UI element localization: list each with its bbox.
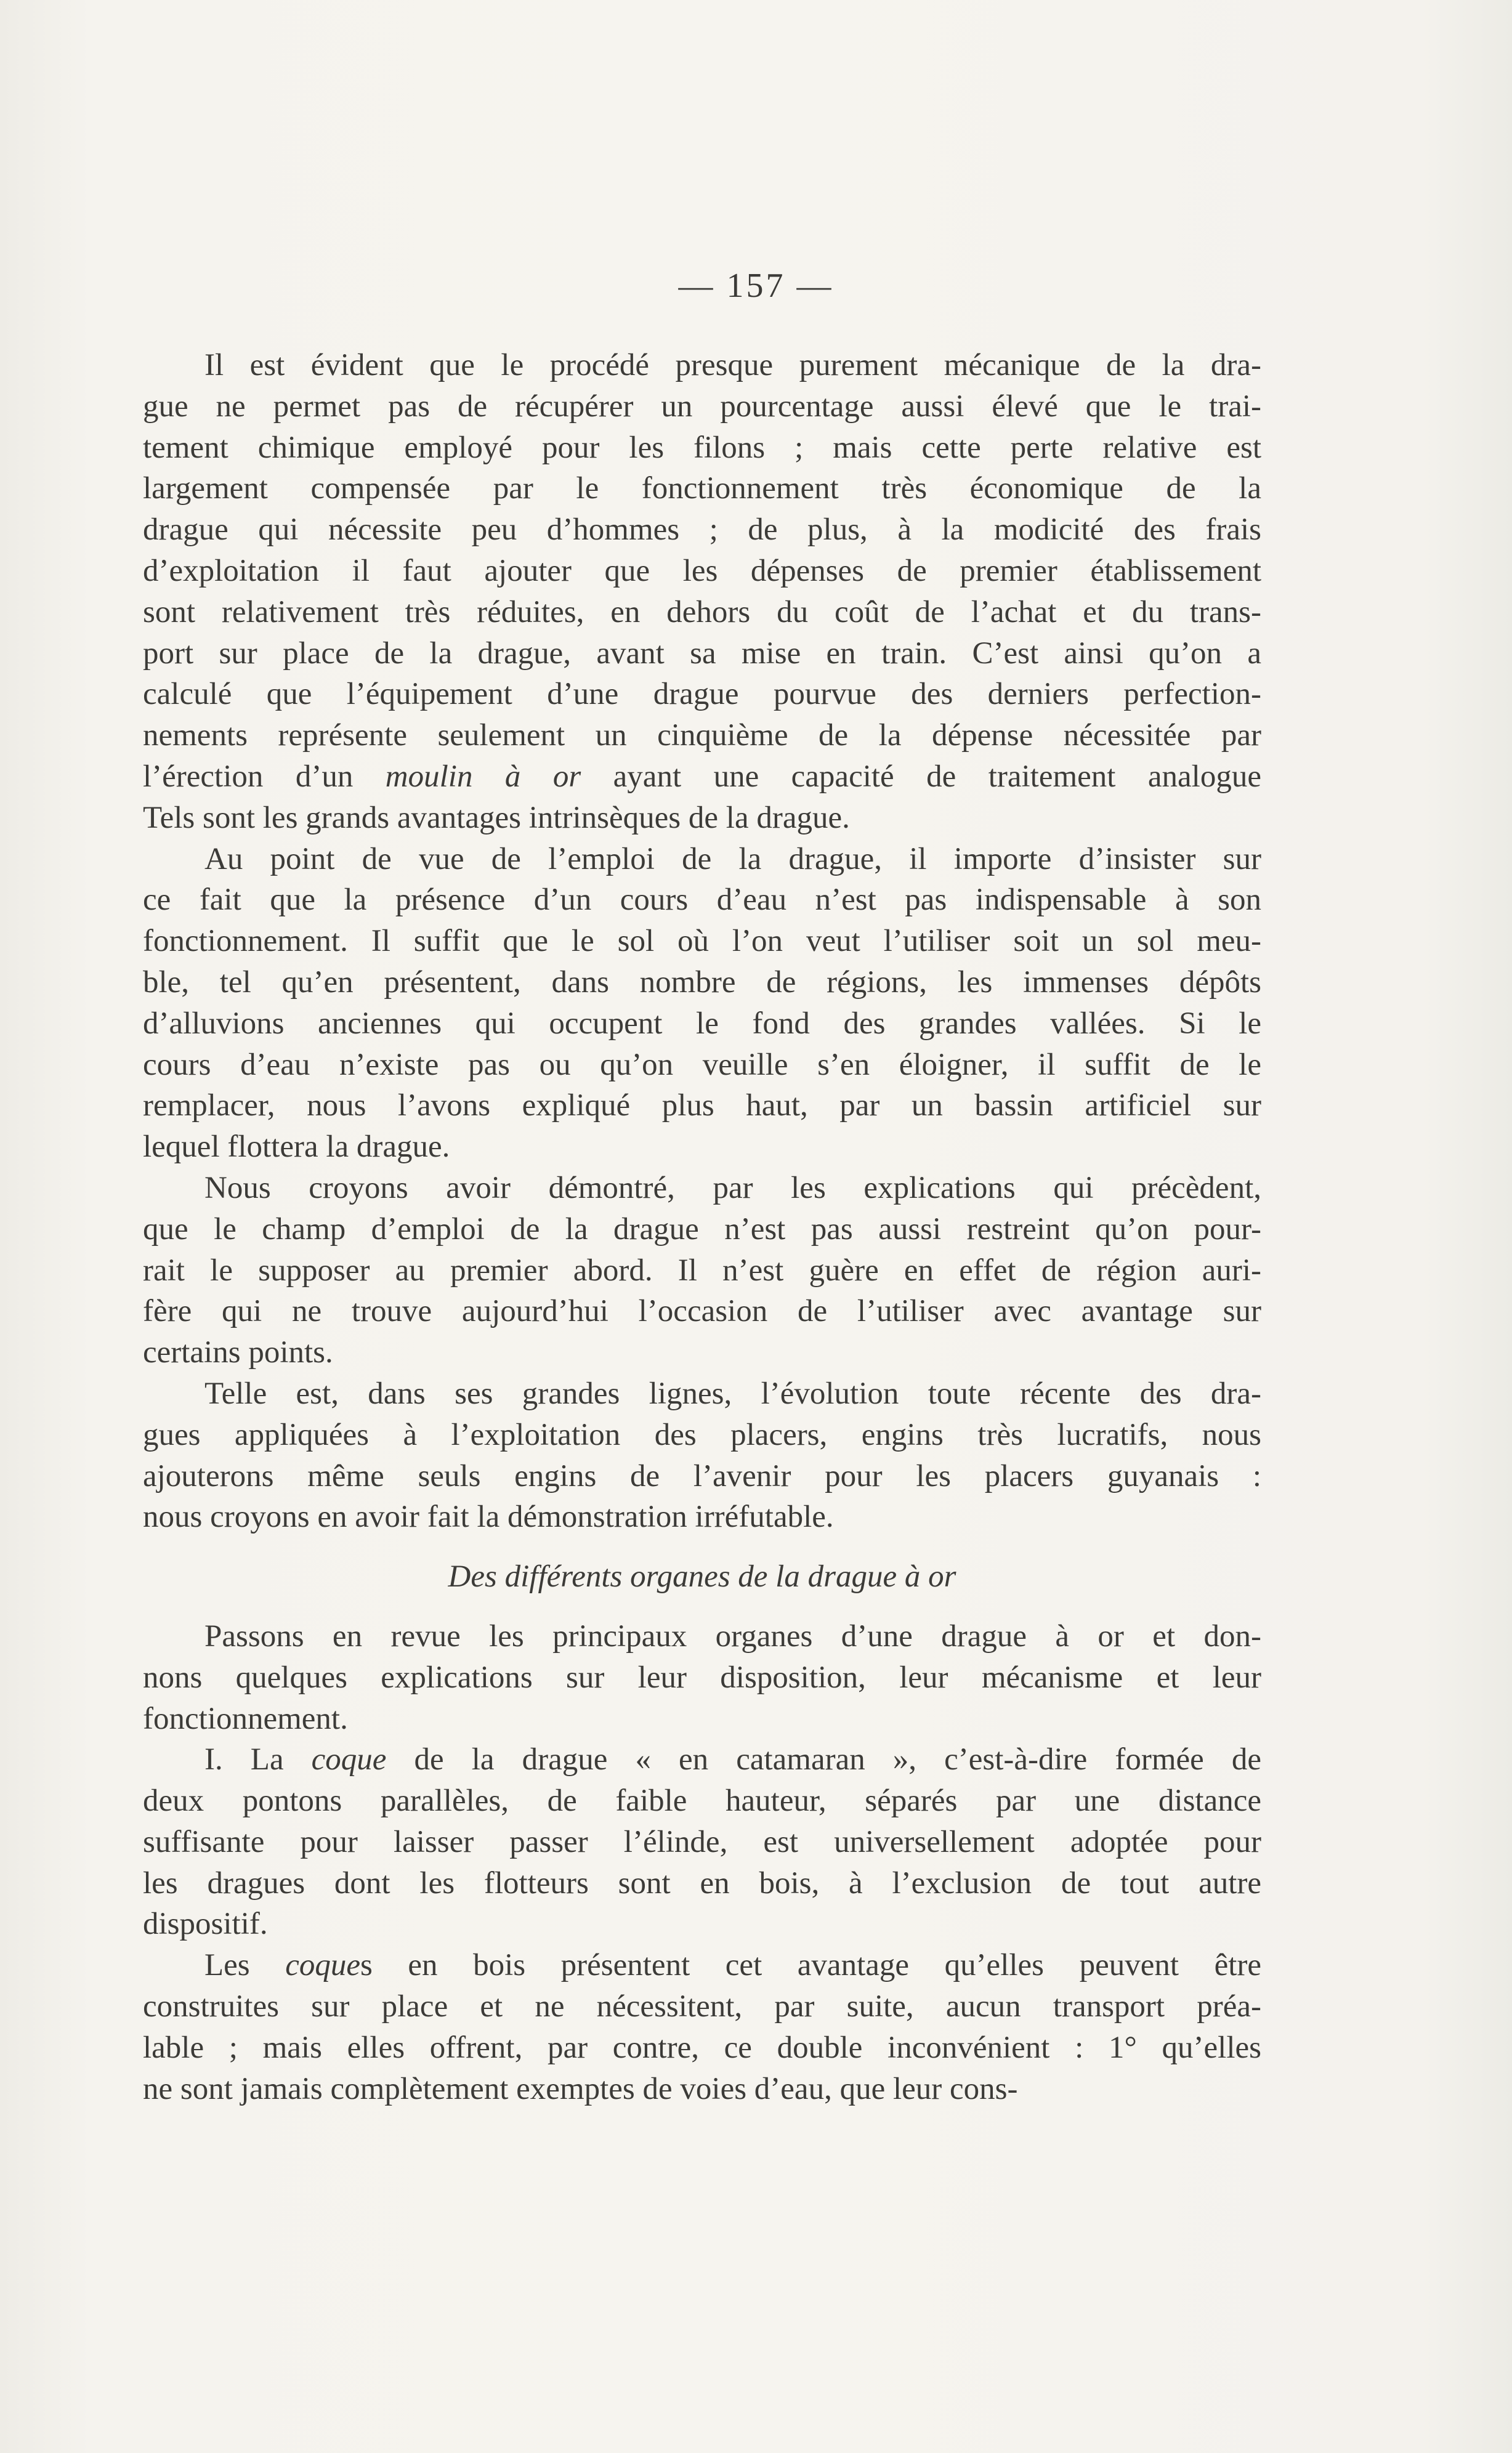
text-line: d’exploitation il faut ajouter que les dépenses de premier établissement — [143, 553, 1261, 588]
text-line: tement chimique employé pour les filons ; mais cette perte relative est — [143, 430, 1261, 465]
text-line: remplacer, nous l’avons expliqué plus haut, par un bassin artificiel sur — [143, 1088, 1261, 1123]
text-line: suffisante pour laisser passer l’élinde, est universellement adoptée pour — [143, 1824, 1261, 1859]
text-line: port sur place de la drague, avant sa mise en train. C’est ainsi qu’on a — [143, 636, 1261, 671]
text-line: Les coques en bois présentent cet avantage qu’elles peuvent être — [204, 1948, 1261, 1983]
italic-term: coque — [285, 1948, 360, 1983]
paragraph-container — [143, 345, 1261, 2109]
text-line: lequel flottera la drague. — [143, 1130, 450, 1165]
text-line: cours d’eau n’existe pas ou qu’on veuille s’en éloigner, il suffit de le — [143, 1047, 1261, 1082]
text-line: rait le supposer au premier abord. Il n’est guère en effet de région auri- — [143, 1253, 1261, 1288]
text-line: d’alluvions anciennes qui occupent le fond des grandes vallées. Si le — [143, 1006, 1261, 1041]
italic-term: coque — [311, 1742, 387, 1777]
text-line: fonctionnement. Il suffit que le sol où l’on veut l’utiliser soit un sol meu- — [143, 924, 1261, 959]
text-line: I. La coque de la drague « en catamaran », c’est-à-dire formée de — [204, 1742, 1261, 1777]
text-line: ble, tel qu’en présentent, dans nombre de régions, les immenses dépôts — [143, 964, 1261, 1000]
text-line: que le champ d’emploi de la drague n’est pas aussi restreint qu’on pour- — [143, 1211, 1261, 1247]
text-line: Telle est, dans ses grandes lignes, l’évolution toute récente des dra- — [204, 1376, 1261, 1411]
text-line: ne sont jamais complètement exemptes de voies d’eau, que leur cons- — [143, 2071, 1018, 2106]
text-line: fère qui ne trouve aujourd’hui l’occasion de l’utiliser avec avantage sur — [143, 1294, 1261, 1329]
text-line: nements représente seulement un cinquième de la dépense nécessitée par — [143, 718, 1261, 753]
paragraph — [143, 1739, 1261, 1945]
text-line: lable ; mais elles offrent, par contre, ce double inconvénient : 1° qu’elles — [143, 2030, 1261, 2065]
text-line: sont relativement très réduites, en dehors du coût de l’achat et du trans- — [143, 594, 1261, 629]
text-line: Nous croyons avoir démontré, par les explications qui précèdent, — [204, 1170, 1261, 1205]
text-line: les dragues dont les flotteurs sont en bois, à l’exclusion de tout autre — [143, 1865, 1261, 1901]
text-line: Au point de vue de l’emploi de la drague, il importe d’insister sur — [204, 841, 1261, 876]
text-line: nous croyons en avoir fait la démonstration irréfutable. — [143, 1500, 834, 1535]
heading-text: Des différents organes de la drague à or — [448, 1559, 956, 1594]
text-line: calculé que l’équipement d’une drague pourvue des derniers perfection- — [143, 677, 1261, 712]
text-line: drague qui nécessite peu d’hommes ; de plus, à la modicité des frais — [143, 512, 1261, 548]
paragraph — [143, 1945, 1261, 2109]
paragraph — [143, 1373, 1261, 1538]
text-line: dispositif. — [143, 1907, 268, 1942]
paragraph — [143, 839, 1261, 1168]
text-line: construites sur place et ne nécessitent, par suite, aucun transport préa- — [143, 1989, 1261, 2024]
section-heading — [143, 1556, 1261, 1598]
page-number: — 157 — — [678, 267, 834, 305]
text-line: gue ne permet pas de récupérer un pourcentage aussi élevé que le trai- — [143, 389, 1261, 424]
text-line: fonctionnement. — [143, 1701, 348, 1736]
paragraph — [143, 1616, 1261, 1739]
text-line: Tels sont les grands avantages intrinsèques de la drague. — [143, 800, 850, 835]
body-text — [143, 345, 1261, 2109]
text-line: deux pontons parallèles, de faible hauteur, séparés par une distance — [143, 1784, 1261, 1819]
text-line: gues appliquées à l’exploitation des placers, engins très lucratifs, nous — [143, 1417, 1261, 1452]
italic-term: moulin à or — [385, 759, 581, 794]
text-line: ce fait que la présence d’un cours d’eau n’est pas indispensable à son — [143, 883, 1261, 918]
paragraph — [143, 1168, 1261, 1373]
text-line: Il est évident que le procédé presque purement mécanique de la dra- — [204, 348, 1261, 382]
text-line: nons quelques explications sur leur disposition, leur mécanisme et leur — [143, 1660, 1261, 1695]
text-line: ajouterons même seuls engins de l’avenir pour les placers guyanais : — [143, 1458, 1261, 1493]
paragraph — [143, 345, 1261, 839]
text-line: largement compensée par le fonctionnement très économique de la — [143, 471, 1261, 506]
text-line: certains points. — [143, 1335, 333, 1370]
text-line: Passons en revue les principaux organes d’une drague à or et don- — [204, 1618, 1261, 1654]
text-line: l’érection d’un moulin à or ayant une capacité de traitement analogue — [143, 759, 1261, 794]
